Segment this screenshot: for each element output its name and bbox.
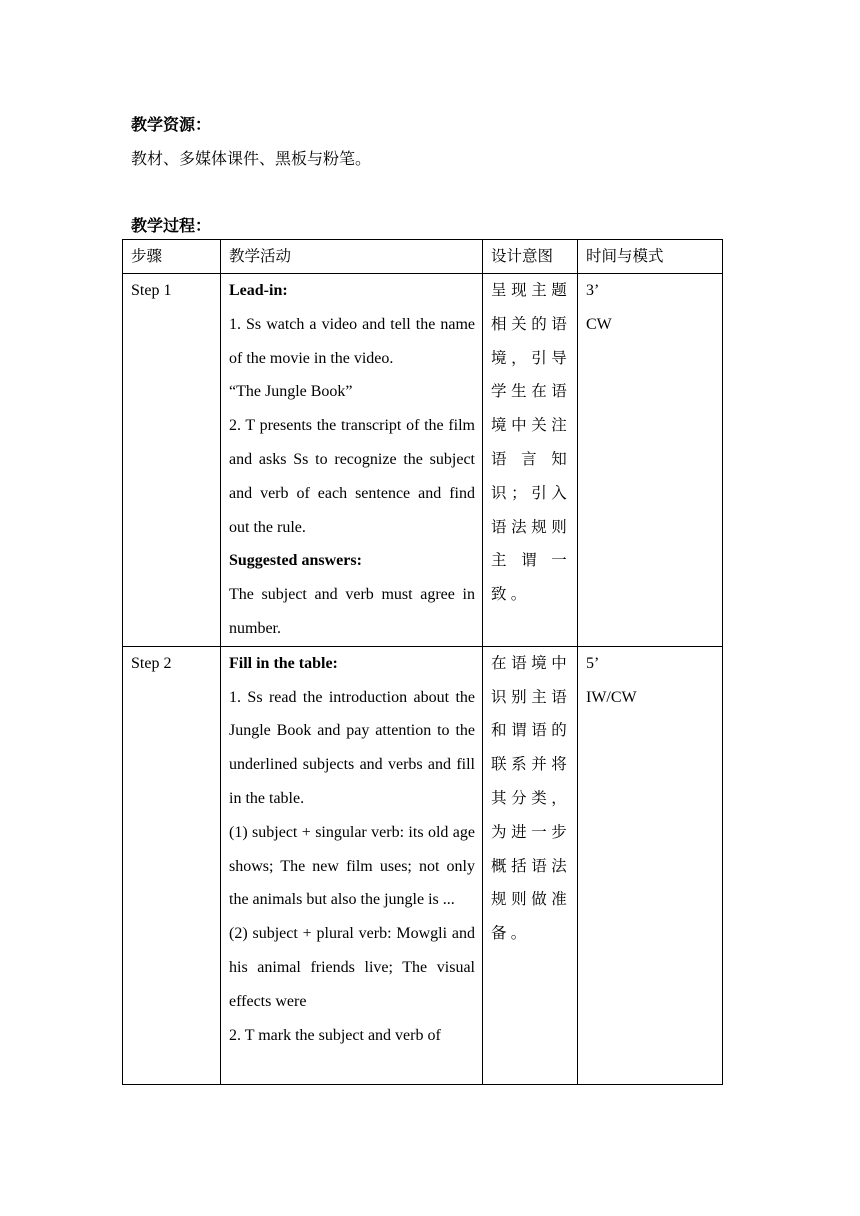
intent-cell: 呈现主题相关的语境，引导学生在语境中关注语言知识；引入语法规则主谓一致。 [483,274,578,647]
time-mode-cell [578,646,723,1084]
mode-value: CW [586,315,612,333]
activity-line: (1) subject + singular verb: its old age shows; The new film uses; not only the animals but also the jungle is ... [229,823,475,909]
table-row [123,646,723,1084]
time-value: 5’ [586,654,600,672]
step-cell: Step 1 [123,274,221,647]
activity-line: (2) subject + plural verb: Mowgli and his animal friends live; The visual effects were [229,925,475,1010]
table-row [123,274,723,647]
time-value: 3’ [586,282,600,299]
resources-text: 教材、多媒体课件、黑板与粉笔。 [131,149,372,168]
header-step: 步骤 [123,240,221,274]
activity-line: 1. Ss read the introduction about the Jungle Book and pay attention to the underlined subjects and verbs and fill in the table. [229,688,475,807]
activity-line: “The Jungle Book” [229,383,353,401]
teaching-process-table [122,239,723,1085]
table-header-row [123,240,723,274]
step-cell: Step 2 [123,646,221,1084]
activity-line: 2. T mark the subject and verb of [229,1026,441,1044]
activity-cell [221,646,483,1084]
activity-title: Fill in the table: [229,654,338,672]
activity-cell [221,274,483,647]
answer-title: Suggested answers: [229,552,362,570]
mode-value: IW/CW [586,688,637,706]
header-time-mode: 时间与模式 [578,240,723,274]
header-activity: 教学活动 [221,240,483,274]
activity-line: 1. Ss watch a video and tell the name of the movie in the video. [229,315,475,367]
resources-heading: 教学资源： [131,115,212,134]
header-intent: 设计意图 [483,240,578,274]
process-heading: 教学过程： [131,216,212,235]
activity-title: Lead-in: [229,282,288,299]
time-mode-cell [578,274,723,647]
intent-cell: 在语境中识别主语和谓语的联系并将其分类，为进一步概括语法规则做准备。 [483,646,578,1084]
answer-text: The subject and verb must agree in number. [229,586,475,637]
activity-line: 2. T presents the transcript of the film and asks Ss to recognize the subject and verb of each sentence and find out the rule. [229,417,475,536]
